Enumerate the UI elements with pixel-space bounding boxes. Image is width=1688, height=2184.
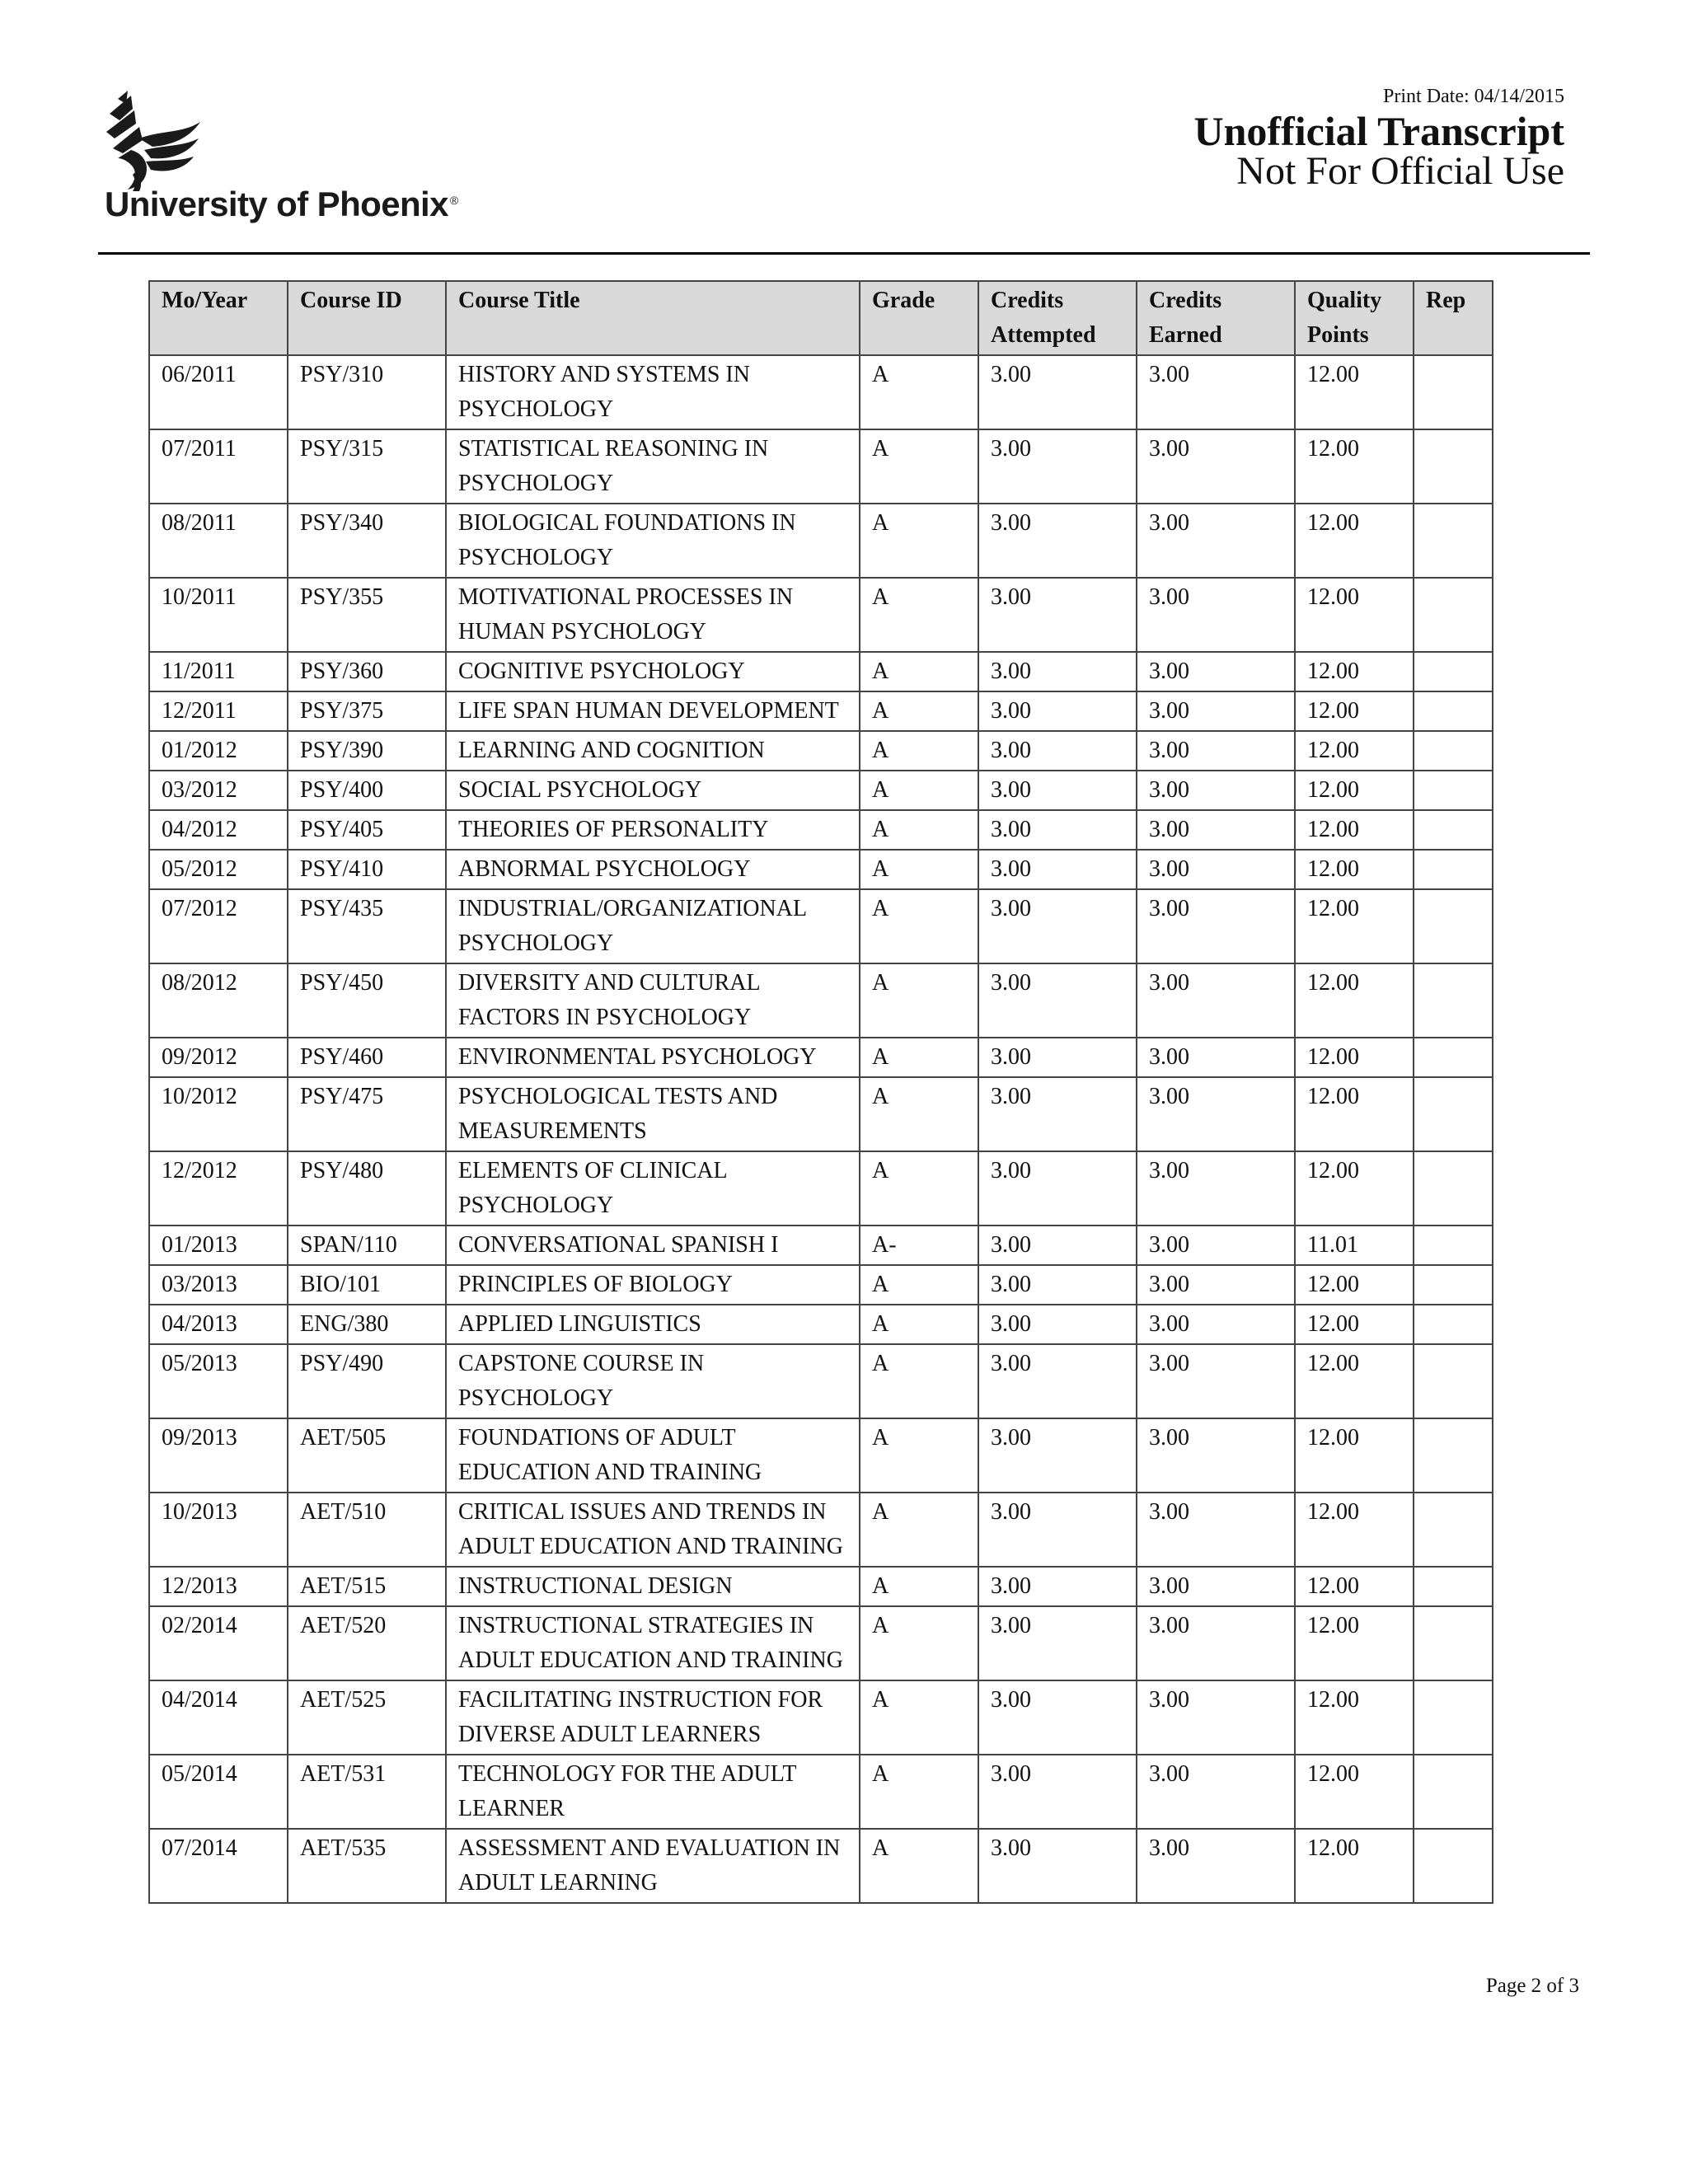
- cell-rep: [1414, 1077, 1493, 1151]
- cell-course-id: PSY/360: [288, 652, 446, 691]
- cell-mo-year: 07/2011: [149, 429, 288, 504]
- cell-mo-year: 04/2012: [149, 810, 288, 850]
- cell-grade: A: [860, 652, 978, 691]
- cell-course-id: PSY/435: [288, 889, 446, 963]
- cell-mo-year: 10/2012: [149, 1077, 288, 1151]
- cell-rep: [1414, 1305, 1493, 1344]
- cell-credits-attempted: 3.00: [978, 504, 1137, 578]
- cell-quality-points: 12.00: [1295, 1755, 1414, 1829]
- cell-course-id: AET/531: [288, 1755, 446, 1829]
- cell-mo-year: 08/2012: [149, 963, 288, 1038]
- cell-credits-attempted: 3.00: [978, 652, 1137, 691]
- table-header-row: [149, 281, 1493, 355]
- cell-credits-earned: 3.00: [1137, 963, 1295, 1038]
- cell-rep: [1414, 963, 1493, 1038]
- cell-rep: [1414, 810, 1493, 850]
- cell-course-title: TECHNOLOGY FOR THE ADULT LEARNER: [446, 1755, 860, 1829]
- cell-course-id: ENG/380: [288, 1305, 446, 1344]
- cell-quality-points: 12.00: [1295, 504, 1414, 578]
- cell-quality-points: 12.00: [1295, 1344, 1414, 1418]
- column-header-mo-year: Mo/Year: [149, 281, 288, 355]
- cell-quality-points: 12.00: [1295, 1151, 1414, 1226]
- cell-mo-year: 01/2012: [149, 731, 288, 771]
- cell-rep: [1414, 1493, 1493, 1567]
- cell-rep: [1414, 1038, 1493, 1077]
- cell-grade: A: [860, 1755, 978, 1829]
- cell-credits-attempted: 3.00: [978, 810, 1137, 850]
- table-row: [149, 963, 1493, 1038]
- cell-credits-attempted: 3.00: [978, 1418, 1137, 1493]
- cell-grade: A: [860, 1077, 978, 1151]
- cell-mo-year: 02/2014: [149, 1606, 288, 1680]
- table-row: [149, 504, 1493, 578]
- cell-mo-year: 06/2011: [149, 355, 288, 429]
- cell-grade: A-: [860, 1226, 978, 1265]
- cell-credits-earned: 3.00: [1137, 355, 1295, 429]
- cell-grade: A: [860, 771, 978, 810]
- cell-credits-earned: 3.00: [1137, 1077, 1295, 1151]
- cell-mo-year: 05/2012: [149, 850, 288, 889]
- cell-course-id: PSY/375: [288, 691, 446, 731]
- cell-credits-attempted: 3.00: [978, 963, 1137, 1038]
- cell-mo-year: 03/2012: [149, 771, 288, 810]
- cell-course-id: PSY/355: [288, 578, 446, 652]
- cell-credits-earned: 3.00: [1137, 691, 1295, 731]
- cell-mo-year: 10/2011: [149, 578, 288, 652]
- cell-grade: A: [860, 1305, 978, 1344]
- cell-quality-points: 12.00: [1295, 1038, 1414, 1077]
- cell-rep: [1414, 1755, 1493, 1829]
- cell-course-title: CAPSTONE COURSE IN PSYCHOLOGY: [446, 1344, 860, 1418]
- cell-credits-earned: 3.00: [1137, 771, 1295, 810]
- table-row: [149, 1829, 1493, 1903]
- cell-rep: [1414, 652, 1493, 691]
- cell-course-title: HISTORY AND SYSTEMS IN PSYCHOLOGY: [446, 355, 860, 429]
- cell-mo-year: 03/2013: [149, 1265, 288, 1305]
- page-number: Page 2 of 3: [1485, 1975, 1579, 1997]
- print-date: Print Date: 04/14/2015: [1383, 86, 1564, 107]
- cell-mo-year: 09/2013: [149, 1418, 288, 1493]
- cell-credits-earned: 3.00: [1137, 578, 1295, 652]
- cell-grade: A: [860, 1151, 978, 1226]
- cell-credits-earned: 3.00: [1137, 731, 1295, 771]
- cell-credits-earned: 3.00: [1137, 850, 1295, 889]
- university-name: University of Phoenix ®: [105, 185, 458, 223]
- cell-credits-earned: 3.00: [1137, 1829, 1295, 1903]
- cell-credits-attempted: 3.00: [978, 1493, 1137, 1567]
- cell-mo-year: 07/2012: [149, 889, 288, 963]
- cell-course-title: CONVERSATIONAL SPANISH I: [446, 1226, 860, 1265]
- cell-course-title: ASSESSMENT AND EVALUATION IN ADULT LEARNING: [446, 1829, 860, 1903]
- cell-course-id: PSY/460: [288, 1038, 446, 1077]
- cell-mo-year: 09/2012: [149, 1038, 288, 1077]
- table-row: [149, 889, 1493, 963]
- cell-credits-attempted: 3.00: [978, 355, 1137, 429]
- cell-rep: [1414, 1567, 1493, 1606]
- cell-rep: [1414, 578, 1493, 652]
- cell-mo-year: 01/2013: [149, 1226, 288, 1265]
- cell-credits-attempted: 3.00: [978, 1680, 1137, 1755]
- cell-quality-points: 12.00: [1295, 429, 1414, 504]
- transcript-table-body: [149, 355, 1493, 1903]
- cell-grade: A: [860, 1493, 978, 1567]
- cell-credits-earned: 3.00: [1137, 1038, 1295, 1077]
- cell-mo-year: 08/2011: [149, 504, 288, 578]
- cell-credits-attempted: 3.00: [978, 1151, 1137, 1226]
- cell-quality-points: 12.00: [1295, 652, 1414, 691]
- cell-course-title: APPLIED LINGUISTICS: [446, 1305, 860, 1344]
- table-row: [149, 1418, 1493, 1493]
- table-row: [149, 850, 1493, 889]
- cell-credits-attempted: 3.00: [978, 1829, 1137, 1903]
- cell-mo-year: 05/2013: [149, 1344, 288, 1418]
- cell-credits-earned: 3.00: [1137, 1567, 1295, 1606]
- university-logo: [103, 89, 499, 229]
- cell-quality-points: 12.00: [1295, 1077, 1414, 1151]
- cell-rep: [1414, 1151, 1493, 1226]
- table-row: [149, 1680, 1493, 1755]
- cell-grade: A: [860, 504, 978, 578]
- table-row: [149, 1493, 1493, 1567]
- cell-credits-earned: 3.00: [1137, 1418, 1295, 1493]
- cell-rep: [1414, 1606, 1493, 1680]
- cell-quality-points: 12.00: [1295, 1680, 1414, 1755]
- cell-quality-points: 12.00: [1295, 691, 1414, 731]
- cell-credits-earned: 3.00: [1137, 810, 1295, 850]
- cell-quality-points: 12.00: [1295, 1493, 1414, 1567]
- cell-credits-attempted: 3.00: [978, 429, 1137, 504]
- cell-mo-year: 11/2011: [149, 652, 288, 691]
- cell-credits-attempted: 3.00: [978, 1226, 1137, 1265]
- cell-credits-attempted: 3.00: [978, 1755, 1137, 1829]
- cell-mo-year: 12/2011: [149, 691, 288, 731]
- table-row: [149, 731, 1493, 771]
- cell-quality-points: 11.01: [1295, 1226, 1414, 1265]
- cell-rep: [1414, 1829, 1493, 1903]
- cell-grade: A: [860, 731, 978, 771]
- cell-course-id: PSY/315: [288, 429, 446, 504]
- cell-credits-earned: 3.00: [1137, 1493, 1295, 1567]
- cell-course-id: AET/510: [288, 1493, 446, 1567]
- table-row: [149, 578, 1493, 652]
- cell-course-id: PSY/405: [288, 810, 446, 850]
- cell-credits-earned: 3.00: [1137, 889, 1295, 963]
- cell-grade: A: [860, 1829, 978, 1903]
- cell-credits-earned: 3.00: [1137, 1680, 1295, 1755]
- cell-course-title: BIOLOGICAL FOUNDATIONS IN PSYCHOLOGY: [446, 504, 860, 578]
- cell-credits-earned: 3.00: [1137, 1265, 1295, 1305]
- table-row: [149, 429, 1493, 504]
- cell-mo-year: 04/2013: [149, 1305, 288, 1344]
- cell-credits-attempted: 3.00: [978, 1606, 1137, 1680]
- cell-course-id: SPAN/110: [288, 1226, 446, 1265]
- cell-credits-earned: 3.00: [1137, 1344, 1295, 1418]
- transcript-table: [148, 280, 1493, 1904]
- cell-course-id: PSY/390: [288, 731, 446, 771]
- column-header-course-id: Course ID: [288, 281, 446, 355]
- cell-mo-year: 12/2013: [149, 1567, 288, 1606]
- cell-course-title: SOCIAL PSYCHOLOGY: [446, 771, 860, 810]
- cell-course-title: LEARNING AND COGNITION: [446, 731, 860, 771]
- table-row: [149, 810, 1493, 850]
- table-row: [149, 1265, 1493, 1305]
- table-row: [149, 1077, 1493, 1151]
- phoenix-bird-icon: [103, 89, 202, 191]
- table-row: [149, 1344, 1493, 1418]
- cell-grade: A: [860, 850, 978, 889]
- cell-quality-points: 12.00: [1295, 1418, 1414, 1493]
- cell-grade: A: [860, 1418, 978, 1493]
- cell-credits-attempted: 3.00: [978, 1567, 1137, 1606]
- cell-grade: A: [860, 691, 978, 731]
- column-header-credits-earned: Credits Earned: [1137, 281, 1295, 355]
- cell-credits-earned: 3.00: [1137, 1606, 1295, 1680]
- cell-course-id: PSY/340: [288, 504, 446, 578]
- cell-credits-attempted: 3.00: [978, 578, 1137, 652]
- cell-credits-earned: 3.00: [1137, 652, 1295, 691]
- cell-grade: A: [860, 889, 978, 963]
- cell-course-title: PRINCIPLES OF BIOLOGY: [446, 1265, 860, 1305]
- cell-rep: [1414, 1680, 1493, 1755]
- cell-course-title: ABNORMAL PSYCHOLOGY: [446, 850, 860, 889]
- column-header-credits-attempted: Credits Attempted: [978, 281, 1137, 355]
- cell-course-title: COGNITIVE PSYCHOLOGY: [446, 652, 860, 691]
- cell-mo-year: 07/2014: [149, 1829, 288, 1903]
- cell-credits-attempted: 3.00: [978, 1305, 1137, 1344]
- cell-credits-attempted: 3.00: [978, 1038, 1137, 1077]
- cell-course-title: PSYCHOLOGICAL TESTS AND MEASUREMENTS: [446, 1077, 860, 1151]
- cell-mo-year: 04/2014: [149, 1680, 288, 1755]
- cell-rep: [1414, 1418, 1493, 1493]
- cell-rep: [1414, 355, 1493, 429]
- table-row: [149, 771, 1493, 810]
- cell-quality-points: 12.00: [1295, 1305, 1414, 1344]
- cell-course-id: PSY/480: [288, 1151, 446, 1226]
- cell-grade: A: [860, 1567, 978, 1606]
- cell-course-id: PSY/450: [288, 963, 446, 1038]
- cell-credits-attempted: 3.00: [978, 1077, 1137, 1151]
- table-row: [149, 1151, 1493, 1226]
- cell-rep: [1414, 1226, 1493, 1265]
- cell-grade: A: [860, 1038, 978, 1077]
- table-row: [149, 1567, 1493, 1606]
- table-row: [149, 1305, 1493, 1344]
- cell-grade: A: [860, 1344, 978, 1418]
- cell-course-title: INSTRUCTIONAL STRATEGIES IN ADULT EDUCATION AND TRAINING: [446, 1606, 860, 1680]
- cell-credits-attempted: 3.00: [978, 771, 1137, 810]
- cell-quality-points: 12.00: [1295, 731, 1414, 771]
- cell-credits-earned: 3.00: [1137, 1755, 1295, 1829]
- cell-rep: [1414, 731, 1493, 771]
- cell-grade: A: [860, 1265, 978, 1305]
- cell-rep: [1414, 504, 1493, 578]
- cell-grade: A: [860, 1680, 978, 1755]
- cell-mo-year: 10/2013: [149, 1493, 288, 1567]
- column-header-grade: Grade: [860, 281, 978, 355]
- table-row: [149, 1226, 1493, 1265]
- cell-credits-attempted: 3.00: [978, 691, 1137, 731]
- cell-credits-attempted: 3.00: [978, 889, 1137, 963]
- cell-credits-earned: 3.00: [1137, 1151, 1295, 1226]
- cell-rep: [1414, 771, 1493, 810]
- cell-course-title: FOUNDATIONS OF ADULT EDUCATION AND TRAINING: [446, 1418, 860, 1493]
- cell-quality-points: 12.00: [1295, 810, 1414, 850]
- table-row: [149, 1755, 1493, 1829]
- cell-grade: A: [860, 578, 978, 652]
- header-divider: [98, 252, 1590, 255]
- cell-course-title: ENVIRONMENTAL PSYCHOLOGY: [446, 1038, 860, 1077]
- table-row: [149, 1606, 1493, 1680]
- cell-course-title: INDUSTRIAL/ORGANIZATIONAL PSYCHOLOGY: [446, 889, 860, 963]
- cell-quality-points: 12.00: [1295, 1567, 1414, 1606]
- column-header-quality-points: Quality Points: [1295, 281, 1414, 355]
- cell-credits-attempted: 3.00: [978, 731, 1137, 771]
- cell-course-id: PSY/310: [288, 355, 446, 429]
- cell-course-id: BIO/101: [288, 1265, 446, 1305]
- cell-course-id: AET/515: [288, 1567, 446, 1606]
- cell-credits-earned: 3.00: [1137, 504, 1295, 578]
- cell-course-id: PSY/410: [288, 850, 446, 889]
- cell-credits-earned: 3.00: [1137, 1305, 1295, 1344]
- cell-quality-points: 12.00: [1295, 963, 1414, 1038]
- cell-course-id: AET/520: [288, 1606, 446, 1680]
- cell-quality-points: 12.00: [1295, 578, 1414, 652]
- cell-mo-year: 12/2012: [149, 1151, 288, 1226]
- table-row: [149, 691, 1493, 731]
- cell-course-title: DIVERSITY AND CULTURAL FACTORS IN PSYCHOLOGY: [446, 963, 860, 1038]
- cell-credits-attempted: 3.00: [978, 1265, 1137, 1305]
- cell-course-id: AET/505: [288, 1418, 446, 1493]
- table-row: [149, 652, 1493, 691]
- document-subtitle: Not For Official Use: [1236, 149, 1564, 193]
- cell-rep: [1414, 1344, 1493, 1418]
- cell-rep: [1414, 889, 1493, 963]
- cell-grade: A: [860, 429, 978, 504]
- cell-quality-points: 12.00: [1295, 771, 1414, 810]
- cell-course-title: INSTRUCTIONAL DESIGN: [446, 1567, 860, 1606]
- cell-grade: A: [860, 963, 978, 1038]
- cell-credits-earned: 3.00: [1137, 1226, 1295, 1265]
- cell-course-id: PSY/490: [288, 1344, 446, 1418]
- cell-course-id: PSY/475: [288, 1077, 446, 1151]
- cell-course-title: LIFE SPAN HUMAN DEVELOPMENT: [446, 691, 860, 731]
- cell-grade: A: [860, 1606, 978, 1680]
- cell-grade: A: [860, 355, 978, 429]
- cell-credits-attempted: 3.00: [978, 1344, 1137, 1418]
- cell-rep: [1414, 691, 1493, 731]
- cell-course-title: STATISTICAL REASONING IN PSYCHOLOGY: [446, 429, 860, 504]
- cell-course-title: CRITICAL ISSUES AND TRENDS IN ADULT EDUCATION AND TRAINING: [446, 1493, 860, 1567]
- cell-quality-points: 12.00: [1295, 850, 1414, 889]
- cell-credits-attempted: 3.00: [978, 850, 1137, 889]
- cell-mo-year: 05/2014: [149, 1755, 288, 1829]
- cell-rep: [1414, 1265, 1493, 1305]
- cell-quality-points: 12.00: [1295, 355, 1414, 429]
- table-row: [149, 1038, 1493, 1077]
- cell-course-id: AET/535: [288, 1829, 446, 1903]
- cell-course-id: AET/525: [288, 1680, 446, 1755]
- document-title: Unofficial Transcript: [1193, 108, 1564, 154]
- cell-quality-points: 12.00: [1295, 1265, 1414, 1305]
- cell-course-title: MOTIVATIONAL PROCESSES IN HUMAN PSYCHOLOGY: [446, 578, 860, 652]
- column-header-course-title: Course Title: [446, 281, 860, 355]
- cell-quality-points: 12.00: [1295, 1606, 1414, 1680]
- cell-course-id: PSY/400: [288, 771, 446, 810]
- cell-credits-earned: 3.00: [1137, 429, 1295, 504]
- cell-quality-points: 12.00: [1295, 1829, 1414, 1903]
- cell-course-title: FACILITATING INSTRUCTION FOR DIVERSE ADULT LEARNERS: [446, 1680, 860, 1755]
- cell-course-title: THEORIES OF PERSONALITY: [446, 810, 860, 850]
- cell-quality-points: 12.00: [1295, 889, 1414, 963]
- cell-grade: A: [860, 810, 978, 850]
- cell-course-title: ELEMENTS OF CLINICAL PSYCHOLOGY: [446, 1151, 860, 1226]
- cell-rep: [1414, 850, 1493, 889]
- table-row: [149, 355, 1493, 429]
- cell-rep: [1414, 429, 1493, 504]
- column-header-rep: Rep: [1414, 281, 1493, 355]
